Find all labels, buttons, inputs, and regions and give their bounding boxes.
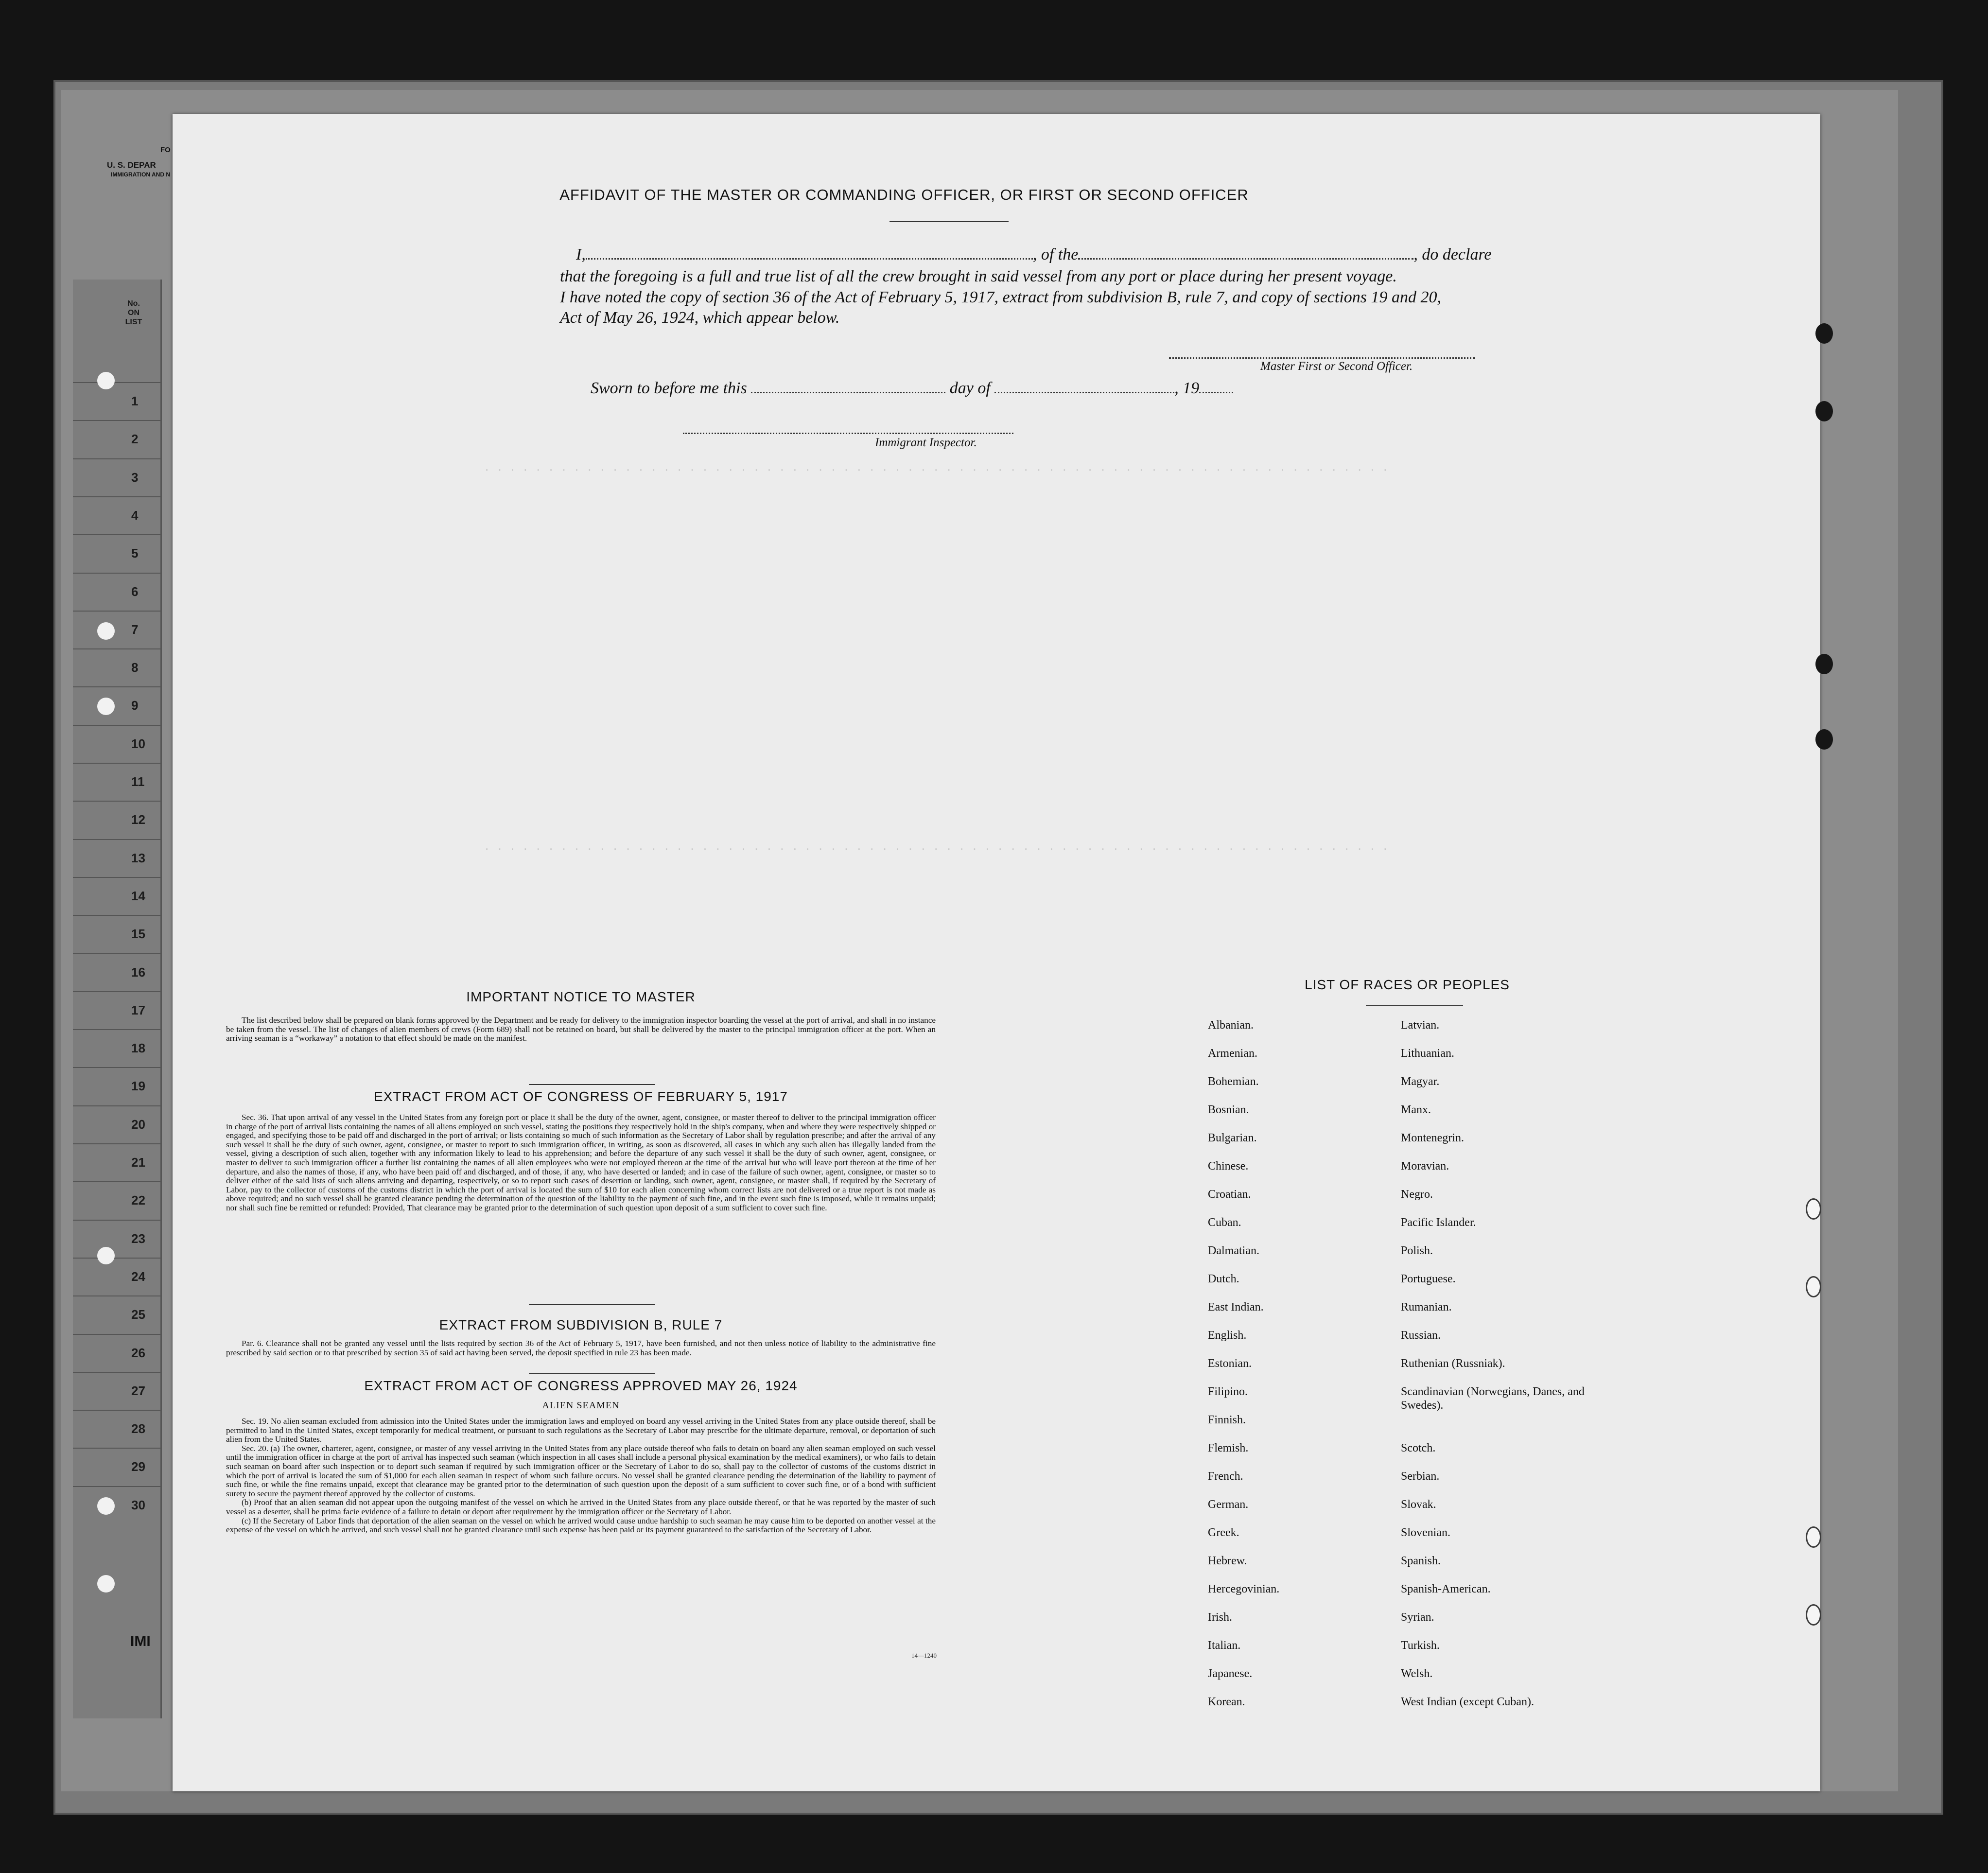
race-item: Polish.: [1401, 1244, 1433, 1257]
ledger-row-number: 11: [131, 774, 145, 789]
race-item: Ruthenian (Russniak).: [1401, 1357, 1505, 1370]
race-item: Chinese.: [1208, 1160, 1249, 1173]
affidavit-title: AFFIDAVIT OF THE MASTER OR COMMANDING OFFICER, OR FIRST OR SECOND OFFICER: [559, 186, 1249, 203]
subdivision-b-title: EXTRACT FROM SUBDIVISION B, RULE 7: [439, 1317, 723, 1332]
ledger-row-number: 17: [131, 1002, 145, 1017]
form-code: 14—1240: [911, 1652, 937, 1659]
bleed-through: · · · · · · · · · · · · · · · · · · · · · · · · · · · · · · · · · · · · · · · · · · · · · · · · · · · · · · · · · · · · · · · · · · · · · · ·: [484, 464, 1389, 476]
race-item: Moravian.: [1401, 1160, 1449, 1173]
race-item: Lithuanian.: [1401, 1047, 1454, 1060]
ledger-row-number: 25: [131, 1307, 145, 1322]
race-item: Albanian.: [1208, 1019, 1254, 1032]
binder-hole: [97, 1497, 115, 1515]
race-item: Scandinavian (Norwegians, Danes, and Swedes).: [1401, 1385, 1585, 1412]
race-item: Japanese.: [1208, 1667, 1253, 1680]
ledger-row-number: 4: [131, 508, 139, 523]
ledger-row-number: 5: [131, 546, 139, 561]
declaration-statement: I have noted the copy of section 36 of the Act of February 5, 1917, extract from subdivision B, rule 7, and copy of sections 19 and 20,: [560, 288, 1442, 306]
ledger-rule: [73, 611, 160, 612]
ledger-rule: [73, 1105, 160, 1106]
ledger-row-number: 3: [131, 470, 139, 485]
ledger-rule: [73, 1334, 160, 1335]
ledger-rule: [73, 1372, 160, 1373]
ledger-row-number: 1: [131, 394, 139, 408]
ledger-row-number: 15: [131, 927, 145, 942]
ledger-rule: [73, 1258, 160, 1259]
ledger-row-number: 23: [131, 1231, 145, 1246]
race-item: Bulgarian.: [1208, 1132, 1257, 1144]
race-item: Irish.: [1208, 1611, 1232, 1624]
section-rule: [529, 1373, 655, 1374]
ledger-row-number: 8: [131, 660, 139, 675]
ledger-rule: [73, 801, 160, 802]
race-item: Armenian.: [1208, 1047, 1257, 1060]
extract-1924-title: EXTRACT FROM ACT OF CONGRESS APPROVED MAY 26, 1924: [364, 1378, 798, 1393]
races-rule: [1366, 1005, 1463, 1006]
race-item: Estonian.: [1208, 1357, 1252, 1370]
race-item: Korean.: [1208, 1696, 1245, 1708]
notice-text: The list described below shall be prepared on blank forms approved by the Department and be ready for delivery to the immigration inspector boarding the vessel at the port of arrival, and shall in no instance be taken from the vessel. The list of changes of alien members of crews (Form 689) shall not be retained on board, but shall be delivered by the master to the principal immigration officer at the port. When an arriving seaman is a “workaway” a notation to that effect should be made on the manifest.: [226, 1015, 936, 1043]
ledger-rule: [73, 991, 160, 992]
form-header-fragment-2: U. S. DEPAR: [107, 160, 156, 170]
sworn-line: Sworn to before me this day of , 19: [591, 379, 1233, 398]
ledger-rule: [73, 953, 160, 954]
alien-seamen-subtitle: ALIEN SEAMEN: [542, 1400, 620, 1411]
ledger-rule: [73, 839, 160, 840]
ledger-rule: [73, 763, 160, 764]
binder-hole: [1815, 654, 1833, 674]
ledger-rule: [73, 573, 160, 574]
race-item: Portuguese.: [1401, 1273, 1456, 1285]
binder-hole: [1806, 1604, 1821, 1626]
ledger-row-number: 6: [131, 584, 139, 599]
form-header-fragment-1: FO: [160, 146, 171, 154]
race-item: Dutch.: [1208, 1273, 1239, 1285]
binder-hole: [97, 622, 115, 640]
bottom-fragment: IMI: [130, 1633, 151, 1649]
ledger-row-number: 9: [131, 698, 139, 713]
extract-1917-text: Sec. 36. That upon arrival of any vessel in the United States from any foreign port or place it shall be the duty of the owner, agent, consignee, or master thereof to deliver to the principal immigration officer in charge of the port of arrival lists containing the names of all aliens employed on such vessel, stating the positions they respectively hold in the ship's company, when and where they were respectively shipped or engaged, and specifying those to be paid off and discharged in the port of arrival; or lists containing so much of such information as the Secretary of Labor shall by regulation prescribe; and after the arrival of any such vessel it shall be the duty of such owner, agent, consignee, or master to report to such immigration officer, in writing, as soon as discovered, all cases in which any such alien has illegally landed from the vessel, giving a description of such alien, together with any information likely to lead to his apprehension; and before the departure of any such vessel it shall be the duty of such owner, agent, consignee, or master to deliver to such immigration officer a further list containing the names of all alien employees who were not employed thereon at the time of the arrival but who will leave port thereon at the time of her departure, and also the names of those, if any, who have been paid off and discharged, and of those, if any, who have deserted or landed; and in case of the failure of such owner, agent, consignee, or master so to deliver either of the said lists of such aliens arriving and departing, respectively, or so to report such cases of desertion or landing, such owner, agent, consignee, or master shall, if required by the Secretary of Labor, pay to the collector of customs of the customs district in which the port of arrival is located the sum of $10 for each alien concerning whom correct lists are not delivered or a true report is not made as above required; and no such vessel shall be granted clearance pending the determination of the question of the liability to the payment of such fine, and in the event such fine is imposed, while it remains unpaid; nor shall such fine be remitted or refunded: Provided, That clearance may be granted prior to the determination of such question upon deposit of a sum sufficient to cover such fine.: [226, 1113, 936, 1212]
ledger-rule: [73, 1029, 160, 1030]
ledger-row-number: 22: [131, 1193, 145, 1208]
ledger-row-number: 20: [131, 1117, 145, 1132]
ledger-rule: [73, 458, 160, 459]
ledger-header: No. ON LIST: [125, 299, 142, 326]
binder-hole: [97, 372, 115, 389]
race-item: Dalmatian.: [1208, 1244, 1259, 1257]
race-item: Syrian.: [1401, 1611, 1434, 1624]
master-signature-line: [1169, 357, 1475, 359]
races-right-column: [1401, 1018, 1673, 1723]
extract-1924-text: Sec. 19. No alien seaman excluded from admission into the United States under the immigration laws and employed on board any vessel arriving in the United States from any place outside thereof, shall be permitted to land in the United States, except temporarily for medical treatment, or pursuant to such regulations as the Secretary of Labor may prescribe for the ultimate departure, removal, or deportation of such alien from the United States. Sec. 20. (a) The owner, charterer, agent, consignee, or master of any vessel arriving in the United States from any place outside thereof who fails to detain on board any alien seaman employed on such vessel until the immigration officer in charge at the port of arrival has inspected such seaman (which inspection in all cases shall include a personal physical examination by the medical examiners), or who fails to detain such seaman on board after such inspection or to deport such seaman if required by such immigration officer or the Secretary of Labor to do so, shall pay to the collector of customs of the customs district in which the port of arrival is located the sum of $1,000 for each alien seaman in respect of whom such failure occurs. No vessel shall be granted clearance pending the determination of the liability to payment of such fine, or while the fine remains unpaid, except that clearance may be granted prior to the determination of such question upon the deposit of a sum sufficient to cover such fine, or of a bond with sufficient surety to secure the payment thereof approved by the collector of customs. (b) Proof that an alien seaman did not appear upon the outgoing manifest of the vessel on which he arrived in the United States from any place outside thereof, or that he was reported by the master of such vessel as a deserter, shall be prima facie evidence of a failure to detain or deport after requirement by the immigration officer or the Secretary of Labor. (c) If the Secretary of Labor finds that deportation of the alien seaman on the vessel on which he arrived would cause undue hardship to such seaman he may cause him to be deported on another vessel at the expense of the vessel on which he arrived, and such vessel shall not be granted clearance until such expense has been paid or its payment guaranteed to the satisfaction of the Secretary of Labor.: [226, 1417, 936, 1535]
race-item: Croatian.: [1208, 1188, 1251, 1201]
race-item: Filipino.: [1208, 1385, 1248, 1398]
master-signature-label: Master First or Second Officer.: [1260, 360, 1413, 373]
ledger-row-number: 21: [131, 1155, 145, 1170]
ledger-row-number: 18: [131, 1041, 145, 1056]
race-item: Turkish.: [1401, 1639, 1440, 1652]
race-item: Montenegrin.: [1401, 1132, 1464, 1144]
ledger-row-number: 26: [131, 1345, 145, 1360]
race-item: Slovak.: [1401, 1498, 1436, 1511]
ledger-rule: [73, 382, 160, 383]
section-rule: [529, 1084, 655, 1085]
affidavit-page: [173, 114, 1820, 1791]
ledger-rule: [73, 725, 160, 726]
race-item: Manx.: [1401, 1103, 1431, 1116]
race-item: Finnish.: [1208, 1414, 1246, 1426]
ledger-rule: [73, 496, 160, 497]
inspector-signature-line: [683, 433, 1013, 434]
ledger-column: [73, 280, 162, 1718]
notice-title: IMPORTANT NOTICE TO MASTER: [466, 989, 696, 1004]
binder-hole: [1815, 401, 1833, 421]
ledger-row-number: 10: [131, 736, 145, 751]
binder-hole: [97, 1575, 115, 1593]
race-item: Spanish-American.: [1401, 1583, 1491, 1595]
ledger-rule: [73, 1410, 160, 1411]
race-item: Welsh.: [1401, 1667, 1433, 1680]
ledger-rule: [73, 420, 160, 421]
race-item: Cuban.: [1208, 1216, 1241, 1229]
bleed-through: · · · · · · · · · · · · · · · · · · · · · · · · · · · · · · · · · · · · · · · · · · · · · · · · · · · · · · · · · · · · · · · · · · · · · · ·: [484, 843, 1389, 856]
ledger-row-number: 19: [131, 1079, 145, 1094]
race-item: Slovenian.: [1401, 1526, 1450, 1539]
ledger-row-number: 7: [131, 622, 139, 637]
race-item: West Indian (except Cuban).: [1401, 1696, 1534, 1708]
ledger-rule: [73, 1181, 160, 1182]
race-item: Flemish.: [1208, 1442, 1249, 1454]
ledger-row-number: 14: [131, 888, 145, 903]
ledger-rule: [73, 648, 160, 649]
binder-hole: [1806, 1198, 1821, 1220]
title-rule: [889, 221, 1009, 222]
races-title: LIST OF RACES OR PEOPLES: [1305, 977, 1510, 992]
race-item: Italian.: [1208, 1639, 1241, 1652]
race-item: Scotch.: [1401, 1442, 1436, 1454]
declaration-statement: Act of May 26, 1924, which appear below.: [560, 309, 840, 327]
ledger-row-number: 16: [131, 964, 145, 980]
ledger-rule: [73, 1448, 160, 1449]
race-item: German.: [1208, 1498, 1249, 1511]
ledger-row-number: 24: [131, 1269, 145, 1284]
race-item: Bohemian.: [1208, 1075, 1259, 1088]
ledger-rule: [73, 1067, 160, 1068]
race-item: Russian.: [1401, 1329, 1441, 1342]
ledger-rule: [73, 915, 160, 916]
race-item: Magyar.: [1401, 1075, 1440, 1088]
binder-hole: [1815, 323, 1833, 344]
race-item: Spanish.: [1401, 1555, 1441, 1567]
race-item: Pacific Islander.: [1401, 1216, 1476, 1229]
ledger-rule: [73, 534, 160, 535]
race-item: Greek.: [1208, 1526, 1239, 1539]
race-item: Hebrew.: [1208, 1555, 1247, 1567]
ledger-rule: [73, 1295, 160, 1296]
binder-hole: [1815, 729, 1833, 750]
ledger-row-number: 2: [131, 432, 139, 447]
section-rule: [529, 1304, 655, 1305]
form-header-fragment-3: IMMIGRATION AND N: [111, 171, 170, 178]
ledger-row-number: 13: [131, 850, 145, 865]
binder-hole: [97, 698, 115, 715]
ledger-rule: [73, 1220, 160, 1221]
extract-1917-title: EXTRACT FROM ACT OF CONGRESS OF FEBRUARY 5, 1917: [374, 1089, 788, 1104]
race-item: Negro.: [1401, 1188, 1433, 1201]
ledger-row-number: 30: [131, 1497, 145, 1512]
race-item: French.: [1208, 1470, 1243, 1483]
inspector-label: Immigrant Inspector.: [875, 436, 977, 449]
binder-hole: [97, 1247, 115, 1264]
ledger-row-number: 12: [131, 812, 145, 827]
binder-hole: [1806, 1526, 1821, 1548]
race-item: Rumanian.: [1401, 1301, 1452, 1313]
declaration-statement: that the foregoing is a full and true list of all the crew brought in said vessel from any port or place during her present voyage.: [560, 267, 1397, 285]
ledger-rule: [73, 1486, 160, 1487]
subdivision-b-text: Par. 6. Clearance shall not be granted any vessel until the lists required by section 36 of the Act of February 5, 1917, have been furnished, and not then unless notice of liability to the administrative fine prescribed by said section or to that prescribed by section 35 of said act having been served, the deposit specified in rule 23 has been made.: [226, 1339, 936, 1357]
ledger-rule: [73, 1143, 160, 1144]
race-item: Hercegovinian.: [1208, 1583, 1280, 1595]
ledger-row-number: 29: [131, 1459, 145, 1474]
ledger-rule: [73, 686, 160, 687]
race-item: English.: [1208, 1329, 1247, 1342]
declaration-line: I, , of the , do declare: [576, 245, 1492, 263]
race-item: Latvian.: [1401, 1019, 1440, 1032]
race-item: Serbian.: [1401, 1470, 1440, 1483]
ledger-rule: [73, 877, 160, 878]
ledger-row-number: 28: [131, 1421, 145, 1436]
race-item: East Indian.: [1208, 1301, 1264, 1313]
ledger-row-number: 27: [131, 1383, 145, 1398]
race-item: Bosnian.: [1208, 1103, 1249, 1116]
races-left-column: [1208, 1018, 1402, 1723]
binder-hole: [1806, 1276, 1821, 1297]
